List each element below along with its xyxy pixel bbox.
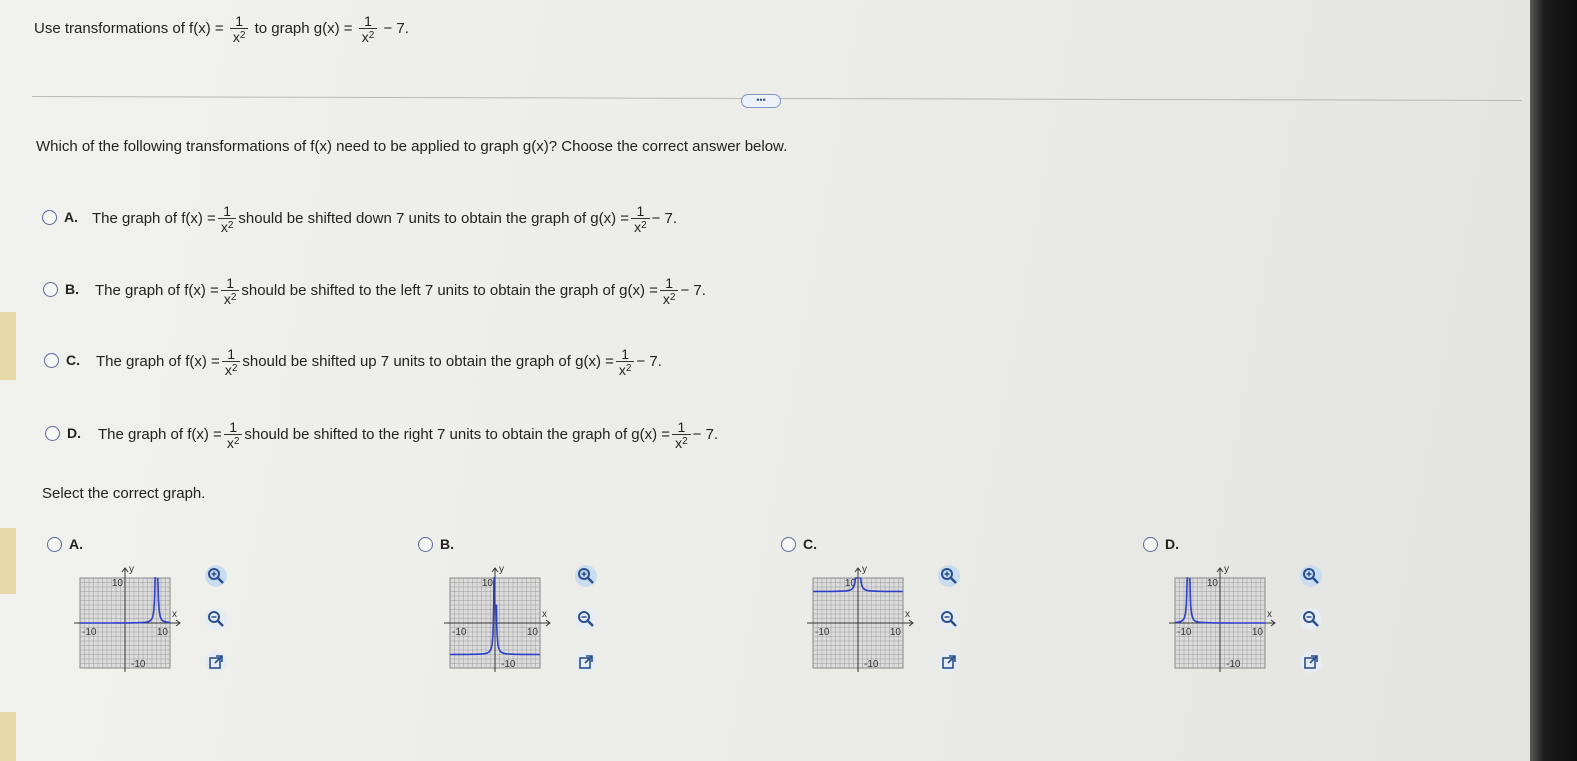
left-highlight-tab (0, 712, 16, 761)
fraction: $\frac{1}{x^2}$ (218, 204, 237, 234)
fraction: $\frac{1}{x^2}$ (222, 347, 241, 377)
graph-option-letter: C. (803, 536, 817, 552)
radio-graph-a[interactable] (47, 537, 62, 552)
tick-label: -10 (1177, 627, 1192, 638)
fraction: $\frac{1}{x^2}$ (359, 14, 378, 44)
radio-option-b[interactable] (43, 282, 58, 297)
y-axis-label: y (129, 564, 134, 575)
tick-label: 10 (526, 627, 538, 638)
graph-option-letter: A. (69, 536, 83, 552)
fraction: $\frac{1}{x^2}$ (672, 420, 691, 450)
graph-option-letter: D. (1165, 536, 1179, 552)
radio-graph-c[interactable] (781, 537, 796, 552)
x-axis-label: x (905, 609, 910, 620)
fraction: $\frac{1}{x^2}$ (221, 276, 240, 306)
zoom-in-icon[interactable] (1300, 565, 1322, 587)
zoom-out-icon[interactable] (205, 608, 227, 630)
option-letter: C. (66, 352, 80, 368)
tick-label: 10 (1251, 627, 1263, 638)
x-axis-label: x (542, 609, 547, 620)
graph-c[interactable] (798, 563, 918, 683)
x-axis-label: x (172, 609, 177, 620)
prompt-transformations: Which of the following transformations of f(x) need to be applied to graph g(x)? Choose the correct answer below. (36, 138, 788, 155)
tick-label: 10 (844, 578, 856, 589)
open-new-window-icon[interactable] (938, 651, 960, 673)
tick-label: 10 (111, 578, 123, 589)
option-text-b: The graph of f(x) = $\frac{1}{x^2}$ should be shifted to the left 7 units to obtain the graph of g(x) = $\frac{1}{x^2}$ − 7. (95, 275, 706, 307)
radio-option-a[interactable] (42, 210, 57, 225)
tick-label: -10 (131, 659, 146, 670)
radio-option-c[interactable] (44, 353, 59, 368)
graph-a[interactable] (65, 563, 185, 683)
tick-label: 10 (481, 578, 493, 589)
graph-option-letter: B. (440, 536, 454, 552)
tick-label: -10 (452, 627, 467, 638)
expand-more-button[interactable]: ••• (741, 94, 781, 108)
option-text-c: The graph of f(x) = $\frac{1}{x^2}$ should be shifted up 7 units to obtain the graph of g(x) = $\frac{1}{x^2}$ − 7. (96, 346, 662, 378)
option-letter: A. (64, 209, 78, 225)
radio-graph-b[interactable] (418, 537, 433, 552)
radio-option-d[interactable] (45, 426, 60, 441)
tick-label: -10 (815, 627, 830, 638)
left-highlight-tab (0, 528, 16, 594)
option-text-d: The graph of f(x) = $\frac{1}{x^2}$ should be shifted to the right 7 units to obtain the graph of g(x) = $\frac{1}{x^2}$ − 7. (98, 419, 719, 451)
prompt-select-graph: Select the correct graph. (42, 485, 206, 502)
option-letter: D. (67, 425, 81, 441)
question-text: Use transformations of f(x) = $\frac{1}{x^2}$ to graph g(x) = $\frac{1}{x^2}$ − 7. (34, 13, 409, 45)
zoom-out-icon[interactable] (1300, 608, 1322, 630)
y-axis-label: y (1224, 564, 1229, 575)
y-axis-label: y (862, 564, 867, 575)
fraction: $\frac{1}{x^2}$ (660, 276, 679, 306)
tick-label: 10 (889, 627, 901, 638)
graph-b[interactable] (435, 563, 555, 683)
tick-label: -10 (501, 659, 516, 670)
radio-graph-d[interactable] (1143, 537, 1158, 552)
option-letter: B. (65, 281, 79, 297)
screen-bezel (1530, 0, 1577, 761)
option-text-a: The graph of f(x) = $\frac{1}{x^2}$ should be shifted down 7 units to obtain the graph of g(x) = $\frac{1}{x^2}$ − 7. (92, 203, 678, 235)
zoom-out-icon[interactable] (938, 608, 960, 630)
tick-label: -10 (82, 627, 97, 638)
tick-label: -10 (1226, 659, 1241, 670)
fraction: $\frac{1}{x^2}$ (224, 420, 243, 450)
fraction: $\frac{1}{x^2}$ (631, 204, 650, 234)
open-new-window-icon[interactable] (205, 651, 227, 673)
open-new-window-icon[interactable] (575, 651, 597, 673)
fraction: $\frac{1}{x^2}$ (616, 347, 635, 377)
zoom-in-icon[interactable] (938, 565, 960, 587)
y-axis-label: y (499, 564, 504, 575)
fraction: $\frac{1}{x^2}$ (230, 14, 249, 44)
graph-d[interactable] (1160, 563, 1280, 683)
zoom-in-icon[interactable] (205, 565, 227, 587)
tick-label: 10 (1206, 578, 1218, 589)
left-highlight-tab (0, 312, 16, 380)
zoom-out-icon[interactable] (575, 608, 597, 630)
zoom-in-icon[interactable] (575, 565, 597, 587)
tick-label: -10 (864, 659, 879, 670)
x-axis-label: x (1267, 609, 1272, 620)
open-new-window-icon[interactable] (1300, 651, 1322, 673)
tick-label: 10 (156, 627, 168, 638)
